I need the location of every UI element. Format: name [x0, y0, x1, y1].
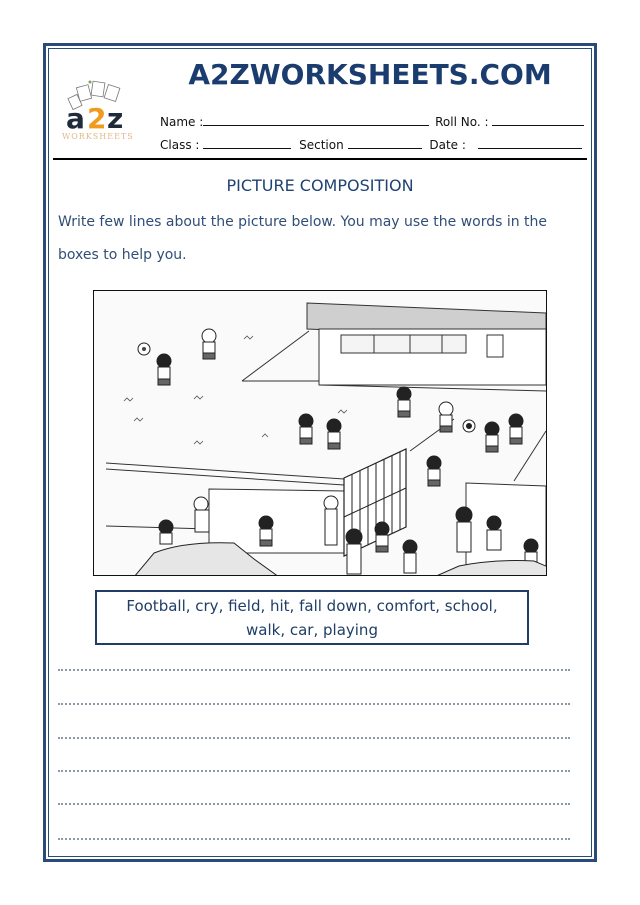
class-label: Class :: [160, 138, 200, 152]
roll-label: Roll No. :: [435, 115, 489, 129]
svg-text:WORKSHEETS: WORKSHEETS: [62, 132, 134, 141]
roll-field[interactable]: [492, 113, 584, 126]
writing-line-5[interactable]: [58, 803, 570, 805]
instruction-text: Write few lines about the picture below. You may use the words in the boxes to help you.: [58, 214, 548, 263]
worksheet-title: PICTURE COMPOSITION: [226, 176, 414, 195]
svg-text:a: a: [66, 102, 85, 135]
name-roll-row: [160, 113, 584, 129]
school-playground-illustration-icon: [93, 290, 547, 576]
svg-text:2: 2: [87, 102, 107, 135]
name-field[interactable]: [203, 113, 429, 126]
word-hint-line-2: walk, car, playing: [246, 621, 378, 639]
section-label: Section: [299, 138, 344, 152]
name-label: Name :: [160, 115, 204, 129]
class-field[interactable]: [203, 136, 291, 149]
writing-line-6[interactable]: [58, 838, 570, 840]
date-field[interactable]: [478, 136, 582, 149]
writing-line-3[interactable]: [58, 737, 570, 739]
class-section-date-row: [160, 136, 582, 152]
a2z-logo-icon: [60, 78, 144, 142]
header-divider: [53, 158, 587, 160]
section-field[interactable]: [348, 136, 422, 149]
svg-text:z: z: [107, 102, 124, 135]
site-title: A2ZWORKSHEETS.COM: [188, 58, 552, 91]
word-hint-line-1: Football, cry, field, hit, fall down, comfort, school,: [126, 597, 498, 615]
writing-line-1[interactable]: [58, 669, 570, 671]
writing-line-2[interactable]: [58, 703, 570, 705]
word-hint-box: [95, 590, 529, 645]
writing-line-4[interactable]: [58, 770, 570, 772]
date-label: Date :: [429, 138, 466, 152]
